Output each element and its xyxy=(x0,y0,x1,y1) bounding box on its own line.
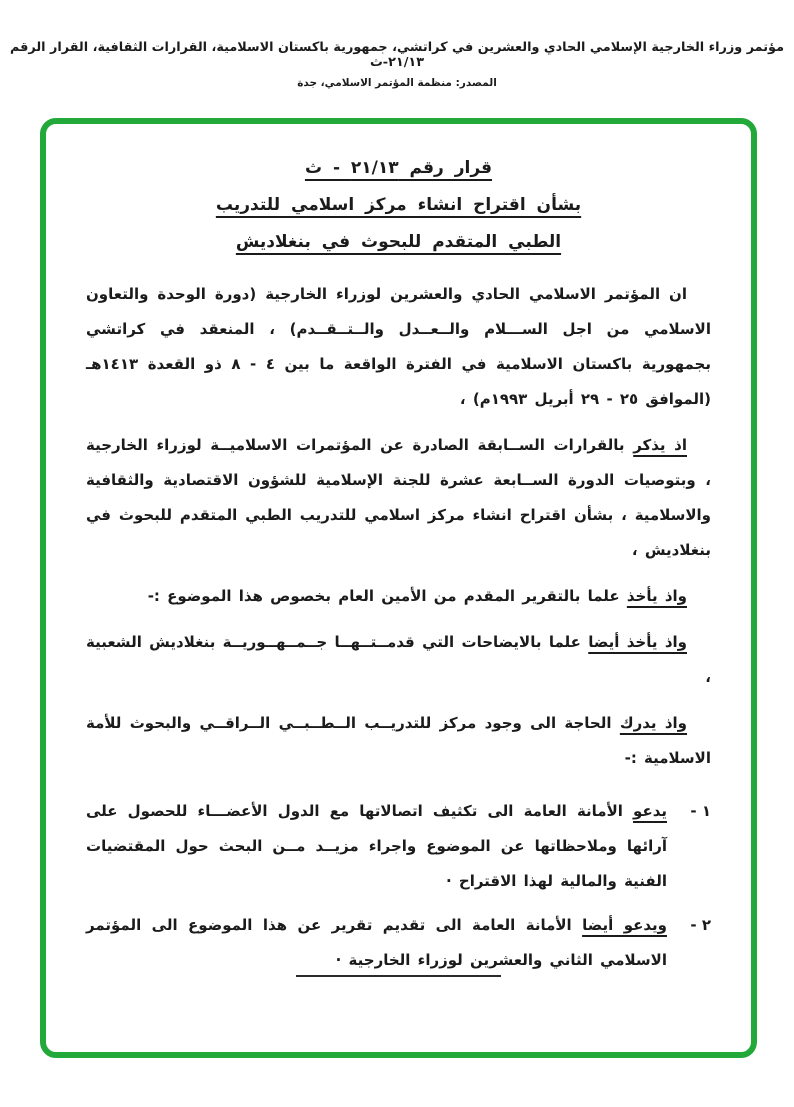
item-body: الأمانة العامة الى تقديم تقرير عن هذا الموضوع الى المؤتمر الاسلامي الثاني والعشرين لوزراء الخارجية · xyxy=(86,916,667,969)
paragraph-preamble-5 xyxy=(86,706,711,776)
item-number: ١ - xyxy=(690,802,711,820)
item-lead: ويدعو أيضا xyxy=(582,916,667,934)
paragraph-preamble-3 xyxy=(86,579,711,614)
list-item-2 xyxy=(86,908,711,978)
document-frame xyxy=(40,118,757,1058)
paragraph-text: علما بالايضاحات التي قدمــتــهــا جــمــهــوريــة بنغلاديش الشعبية ، xyxy=(86,633,711,686)
item-number: ٢ - xyxy=(690,916,711,934)
page-header xyxy=(0,40,794,89)
paragraph-lead: اذ يذكر xyxy=(633,436,687,454)
header-source-line: مؤتمر وزراء الخارجية الإسلامي الحادي والعشرين في كراتشي، جمهورية باكستان الاسلامية، القرارات الثقافية، القرار الرقم ٢١/١٣-ث xyxy=(9,40,784,70)
paragraph-preamble-2 xyxy=(86,428,711,568)
item-text xyxy=(86,794,667,899)
resolution-title xyxy=(86,150,711,261)
paragraph-lead: واذ يدرك xyxy=(619,714,687,732)
resolution-subject-line-2: الطبي المتقدم للبحوث في بنغلاديش xyxy=(235,232,562,252)
paragraph-text: علما بالتقرير المقدم من الأمين العام بخصوص هذا الموضوع :- xyxy=(147,587,627,605)
operative-items xyxy=(86,794,711,978)
header-publisher-line: المصدر: منظمة المؤتمر الاسلامي، جدة xyxy=(297,77,497,89)
item-body: الأمانة العامة الى تكثيف اتصالاتها مع الدول الأعضـــاء للحصول على آرائها وملاحظاتها عن الموضوع واجراء مزيــد مــن البحث حول المقتضيات الفنية والمالية لهذا الاقتراح · xyxy=(86,802,667,890)
paragraph-text: ان المؤتمر الاسلامي الحادي والعشرين لوزراء الخارجية (دورة الوحدة والتعاون الاسلامي من اجل الســـلام والــعــدل والــتــقــدم) ، المنعقد في كراتشي بجمهورية باكستان الاسلامية في الفترة الواقعة ما بين ٤ - ٨ ذو القعدة ١٤١٣هـ (الموافق ٢٥ - ٢٩ أبريل ١٩٩٣م) ، xyxy=(86,285,711,408)
paragraph-preamble-1 xyxy=(86,277,711,417)
paragraph-text: بالقرارات الســابقة الصادرة عن المؤتمرات الاسلاميــة لوزراء الخارجية ، وبتوصيات الدورة الســابعة عشرة للجنة الإسلامية للشؤون الاقتصادية والثقافية والاسلامية ، بشأن اقتراح انشاء مركز اسلامي للتدريب الطبي المتقدم للبحوث في بنغلاديش ، xyxy=(86,436,711,559)
item-text xyxy=(86,908,667,978)
item-lead: يدعو xyxy=(633,802,667,820)
end-separator-line xyxy=(296,975,501,977)
document-content xyxy=(46,124,751,1052)
list-item-1 xyxy=(86,794,711,899)
paragraph-lead: واذ يأخذ xyxy=(626,587,687,605)
resolution-number-line: قرار رقم ٢١/١٣ - ث xyxy=(304,158,493,178)
paragraph-lead: واذ يأخذ أيضا xyxy=(588,633,687,651)
end-separator xyxy=(46,975,751,977)
resolution-subject-line-1: بشأن اقتراح انشاء مركز اسلامي للتدريب xyxy=(215,195,582,215)
paragraph-preamble-4 xyxy=(86,625,711,695)
paragraph-text: الحاجة الى وجود مركز للتدريــب الــطــبــي الــراقــي والبحوث للأمة الاسلامية :- xyxy=(86,714,711,767)
